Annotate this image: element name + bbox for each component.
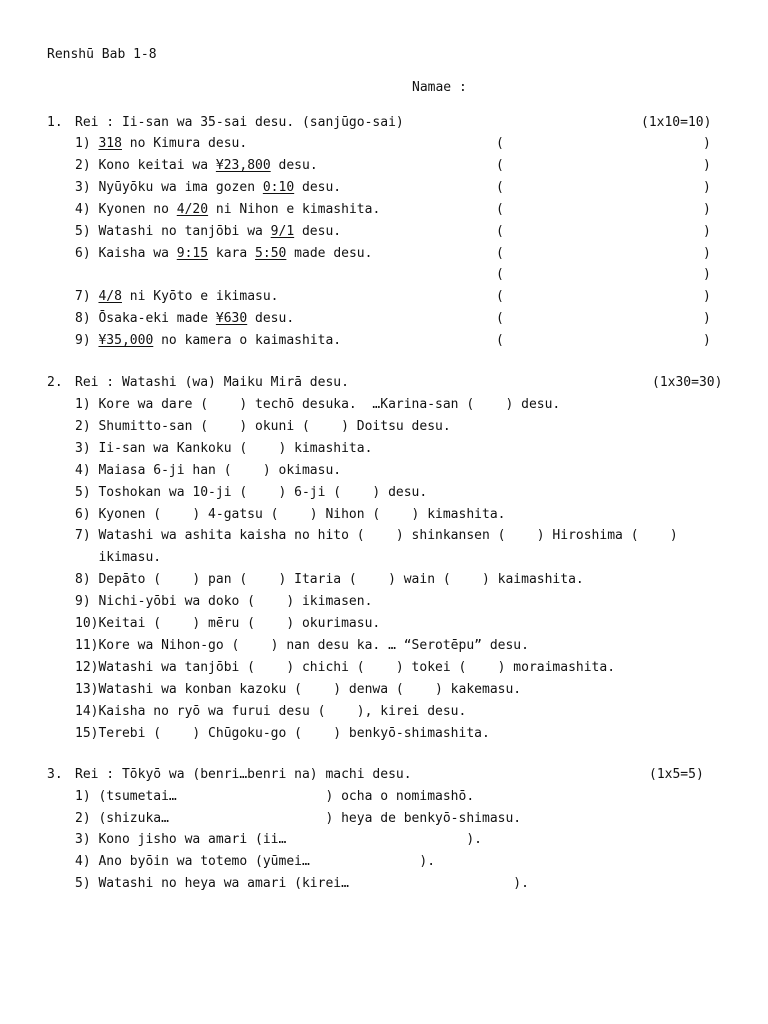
section1-item — [75, 136, 247, 152]
section2-example: Rei : Watashi (wa) Maiku Mirā desu. — [75, 375, 349, 390]
section1-example: Rei : Ii-san wa 35-sai desu. (sanjūgo-sai) — [75, 115, 404, 130]
section1-item — [75, 333, 341, 349]
item-text: desu. — [270, 158, 318, 173]
section2-item: 12)Watashi wa tanjōbi ( ) chichi ( ) tokei ( ) moraimashita. — [75, 659, 616, 675]
section2-item: 14)Kaisha no ryō wa furui desu ( ), kirei desu. — [75, 703, 467, 719]
section3-item: 2) (shizuka… ) heya de benkyō-shimasu. — [75, 810, 522, 826]
item-text: no kamera o kaimashita. — [153, 333, 342, 348]
item-text: Watashi no tanjōbi wa — [98, 224, 271, 239]
item-text: Kyonen no — [98, 202, 177, 217]
answer-blank-open: ( — [496, 333, 504, 348]
underlined-term: ¥630 — [215, 311, 248, 326]
item-number: 7) — [75, 289, 99, 304]
answer-blank-close: ) — [703, 136, 711, 151]
section1-item — [75, 311, 294, 327]
section2-score: (1x30=30) — [652, 375, 723, 390]
underlined-term: 5:50 — [255, 246, 287, 261]
section2-item: 7) Watashi wa ashita kaisha no hito ( ) shinkansen ( ) Hiroshima ( ) — [75, 528, 678, 544]
section2-item: 10)Keitai ( ) mēru ( ) okurimasu. — [75, 616, 381, 631]
item-number: 5) — [75, 224, 99, 239]
section1-item — [75, 202, 380, 218]
answer-blank-open: ( — [496, 311, 504, 326]
underlined-term: ¥23,800 — [215, 158, 271, 173]
item-number: 4) — [75, 202, 99, 217]
answer-blank-close: ) — [703, 180, 711, 195]
section3-item: 5) Watashi no heya wa amari (kirei… ). — [75, 875, 529, 891]
section1-item — [75, 158, 318, 174]
section2-item: 2) Shumitto-san ( ) okuni ( ) Doitsu desu. — [75, 418, 451, 434]
section2-item: 11)Kore wa Nihon-go ( ) nan desu ka. … “Serotēpu” desu. — [75, 637, 529, 653]
section1-item — [75, 180, 341, 196]
section2-item: ikimasu. — [75, 550, 162, 566]
item-number: 2) — [75, 158, 99, 173]
section3-example: Rei : Tōkyō wa (benri…benri na) machi desu. — [75, 767, 412, 782]
section3-number: 3. — [47, 767, 63, 782]
answer-blank-close: ) — [703, 224, 711, 239]
answer-blank-open: ( — [496, 180, 504, 195]
item-number: 6) — [75, 246, 99, 261]
underlined-term: ¥35,000 — [98, 333, 154, 348]
answer-blank-open: ( — [496, 158, 504, 173]
section2-item: 3) Ii-san wa Kankoku ( ) kimashita. — [75, 440, 373, 456]
section2-item: 1) Kore wa dare ( ) techō desuka. …Karina-san ( ) desu. — [75, 397, 561, 412]
section2-item: 4) Maiasa 6-ji han ( ) okimasu. — [75, 462, 342, 478]
item-text: Kono keitai wa — [98, 158, 216, 173]
item-text: desu. — [294, 224, 342, 239]
section1-item — [75, 289, 279, 305]
item-text: desu. — [294, 180, 342, 195]
item-number: 1) — [75, 136, 99, 151]
section2-item: 15)Terebi ( ) Chūgoku-go ( ) benkyō-shimashita. — [75, 725, 490, 741]
answer-blank-close: ) — [703, 158, 711, 173]
answer-blank-close: ) — [703, 289, 711, 304]
worksheet-title: Renshū Bab 1-8 — [47, 47, 157, 62]
answer-blank-open: ( — [496, 246, 504, 261]
underlined-term: 318 — [98, 136, 122, 151]
underlined-term: 4/8 — [98, 289, 122, 304]
item-text: ni Kyōto e ikimasu. — [121, 289, 279, 304]
answer-blank-close: ) — [703, 311, 711, 326]
section1-number: 1. — [47, 115, 63, 130]
answer-blank-close: ) — [703, 202, 711, 217]
answer-blank-open: ( — [496, 202, 504, 217]
answer-blank-open: ( — [496, 289, 504, 304]
item-text: made desu. — [286, 246, 373, 261]
section2-item: 13)Watashi wa konban kazoku ( ) denwa ( ) kakemasu. — [75, 681, 522, 697]
answer-blank-close: ) — [703, 333, 711, 348]
item-text: desu. — [247, 311, 295, 326]
underlined-term: 0:10 — [262, 180, 295, 195]
item-text: Nyūyōku wa ima gozen — [98, 180, 263, 195]
section2-item: 5) Toshokan wa 10-ji ( ) 6-ji ( ) desu. — [75, 484, 428, 500]
underlined-term: 9:15 — [176, 246, 209, 261]
section1-item — [75, 246, 372, 262]
section2-item: 8) Depāto ( ) pan ( ) Itaria ( ) wain ( ) kaimashita. — [75, 572, 584, 588]
section2-item: 6) Kyonen ( ) 4-gatsu ( ) Nihon ( ) kimashita. — [75, 506, 506, 522]
section3-item: 4) Ano byōin wa totemo (yūmei… ). — [75, 854, 436, 870]
item-text: Kaisha wa — [98, 246, 177, 261]
section2-number: 2. — [47, 375, 63, 390]
answer-blank-open: ( — [496, 224, 504, 239]
item-text: ni Nihon e kimashita. — [208, 202, 381, 217]
item-number: 3) — [75, 180, 99, 195]
item-number: 8) — [75, 311, 99, 326]
section2-item: 9) Nichi-yōbi wa doko ( ) ikimasen. — [75, 594, 373, 610]
answer-blank-open: ( — [496, 136, 504, 151]
item-text: Ōsaka-eki made — [98, 311, 216, 326]
item-text: kara — [208, 246, 256, 261]
answer-blank-close: ) — [703, 246, 711, 261]
underlined-term: 4/20 — [176, 202, 209, 217]
section3-score: (1x5=5) — [649, 767, 704, 782]
item-number: 9) — [75, 333, 99, 348]
section1-item — [75, 224, 341, 240]
name-label: Namae : — [412, 80, 467, 95]
item-text: no Kimura desu. — [121, 136, 248, 151]
section3-item: 3) Kono jisho wa amari (ii… ). — [75, 832, 482, 848]
underlined-term: 9/1 — [270, 224, 295, 239]
section1-score: (1x10=10) — [641, 115, 712, 130]
answer-blank-close: ) — [703, 267, 711, 282]
section3-item: 1) (tsumetai… ) ocha o nomimashō. — [75, 789, 475, 804]
answer-blank-open: ( — [496, 267, 504, 282]
